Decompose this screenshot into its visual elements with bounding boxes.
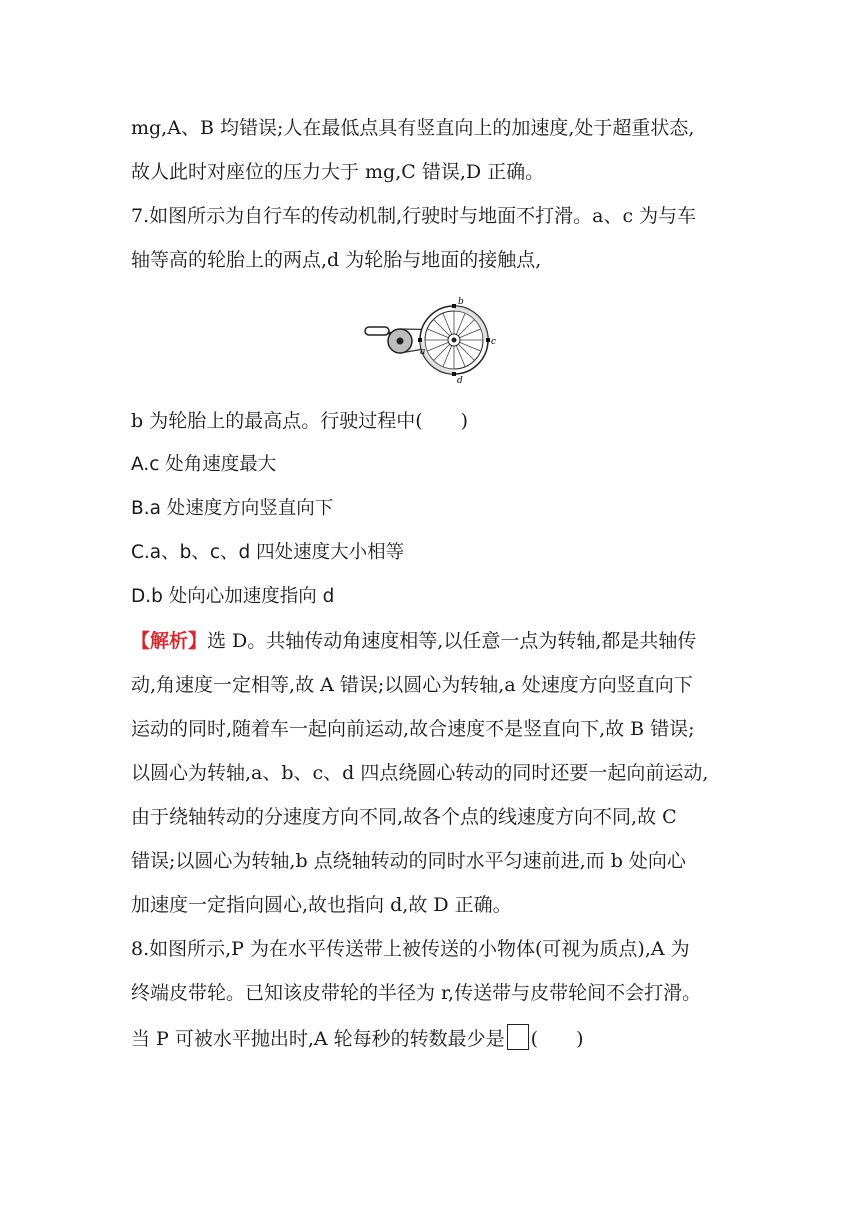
- pedal-icon: [365, 327, 389, 335]
- option-d: D.b 处向心加速度指向 d: [131, 586, 335, 607]
- text-line: 故人此时对座位的压力大于 mg,C 错误,D 正确。: [131, 161, 545, 183]
- option-c: C.a、b、c、d 四处速度大小相等: [131, 542, 405, 563]
- question-7-stem: b 为轮胎上的最高点。行驶过程中( ): [131, 410, 469, 432]
- question-7-stem: 轴等高的轮胎上的两点,d 为轮胎与地面的接触点,: [131, 249, 542, 271]
- question-7-stem: 7.如图所示为自行车的传动机制,行驶时与地面不打滑。a、c 为与车: [131, 205, 697, 227]
- label-d: d: [457, 376, 463, 384]
- analysis-line: 由于绕轴转动的分速度方向不同,故各个点的线速度方向不同,故 C: [131, 806, 677, 828]
- analysis-line: 运动的同时,随着车一起向前运动,故合速度不是竖直向下,故 B 错误;: [131, 718, 695, 740]
- analysis-line: 错误;以圆心为转轴,b 点绕轴转动的同时水平匀速前进,而 b 处向心: [131, 850, 686, 872]
- analysis-text: 选 D。共轴传动角速度相等,以任意一点为转轴,都是共轴传: [207, 630, 697, 652]
- analysis-line: [131, 628, 696, 654]
- analysis-line: 加速度一定指向圆心,故也指向 d,故 D 正确。: [131, 894, 512, 916]
- label-c: c: [491, 337, 497, 347]
- question-8-stem: 8.如图所示,P 为在水平传送带上被传送的小物体(可视为质点),A 为: [131, 938, 690, 960]
- text-line: mg,A、B 均错误;人在最低点具有竖直向上的加速度,处于超重状态,: [131, 117, 695, 139]
- chainring-hub: [397, 338, 404, 345]
- answer-paren: ( ): [530, 1028, 584, 1050]
- analysis-tag: 【解析】: [131, 630, 208, 652]
- question-8-stem: 终端皮带轮。已知该皮带轮的半径为 r,传送带与皮带轮间不会打滑。: [131, 982, 702, 1004]
- question-8-text: 当 P 可被水平抛出时,A 轮每秒的转数最少是: [131, 1028, 505, 1050]
- analysis-line: 动,角速度一定相等,故 A 错误;以圆心为转轴,a 处速度方向竖直向下: [131, 674, 693, 696]
- label-b: b: [458, 297, 464, 307]
- option-b: B.a 处速度方向竖直向下: [131, 498, 334, 519]
- answer-box: [507, 1024, 529, 1050]
- wheel-hub: [452, 338, 457, 343]
- question-8-stem: [131, 1024, 584, 1052]
- analysis-line: 以圆心为转轴,a、b、c、d 四点绕圆心转动的同时还要一起向前运动,: [131, 762, 709, 784]
- bicycle-transmission-figure: [362, 296, 500, 384]
- label-a: a: [420, 347, 426, 357]
- option-a: A.c 处角速度最大: [131, 454, 277, 475]
